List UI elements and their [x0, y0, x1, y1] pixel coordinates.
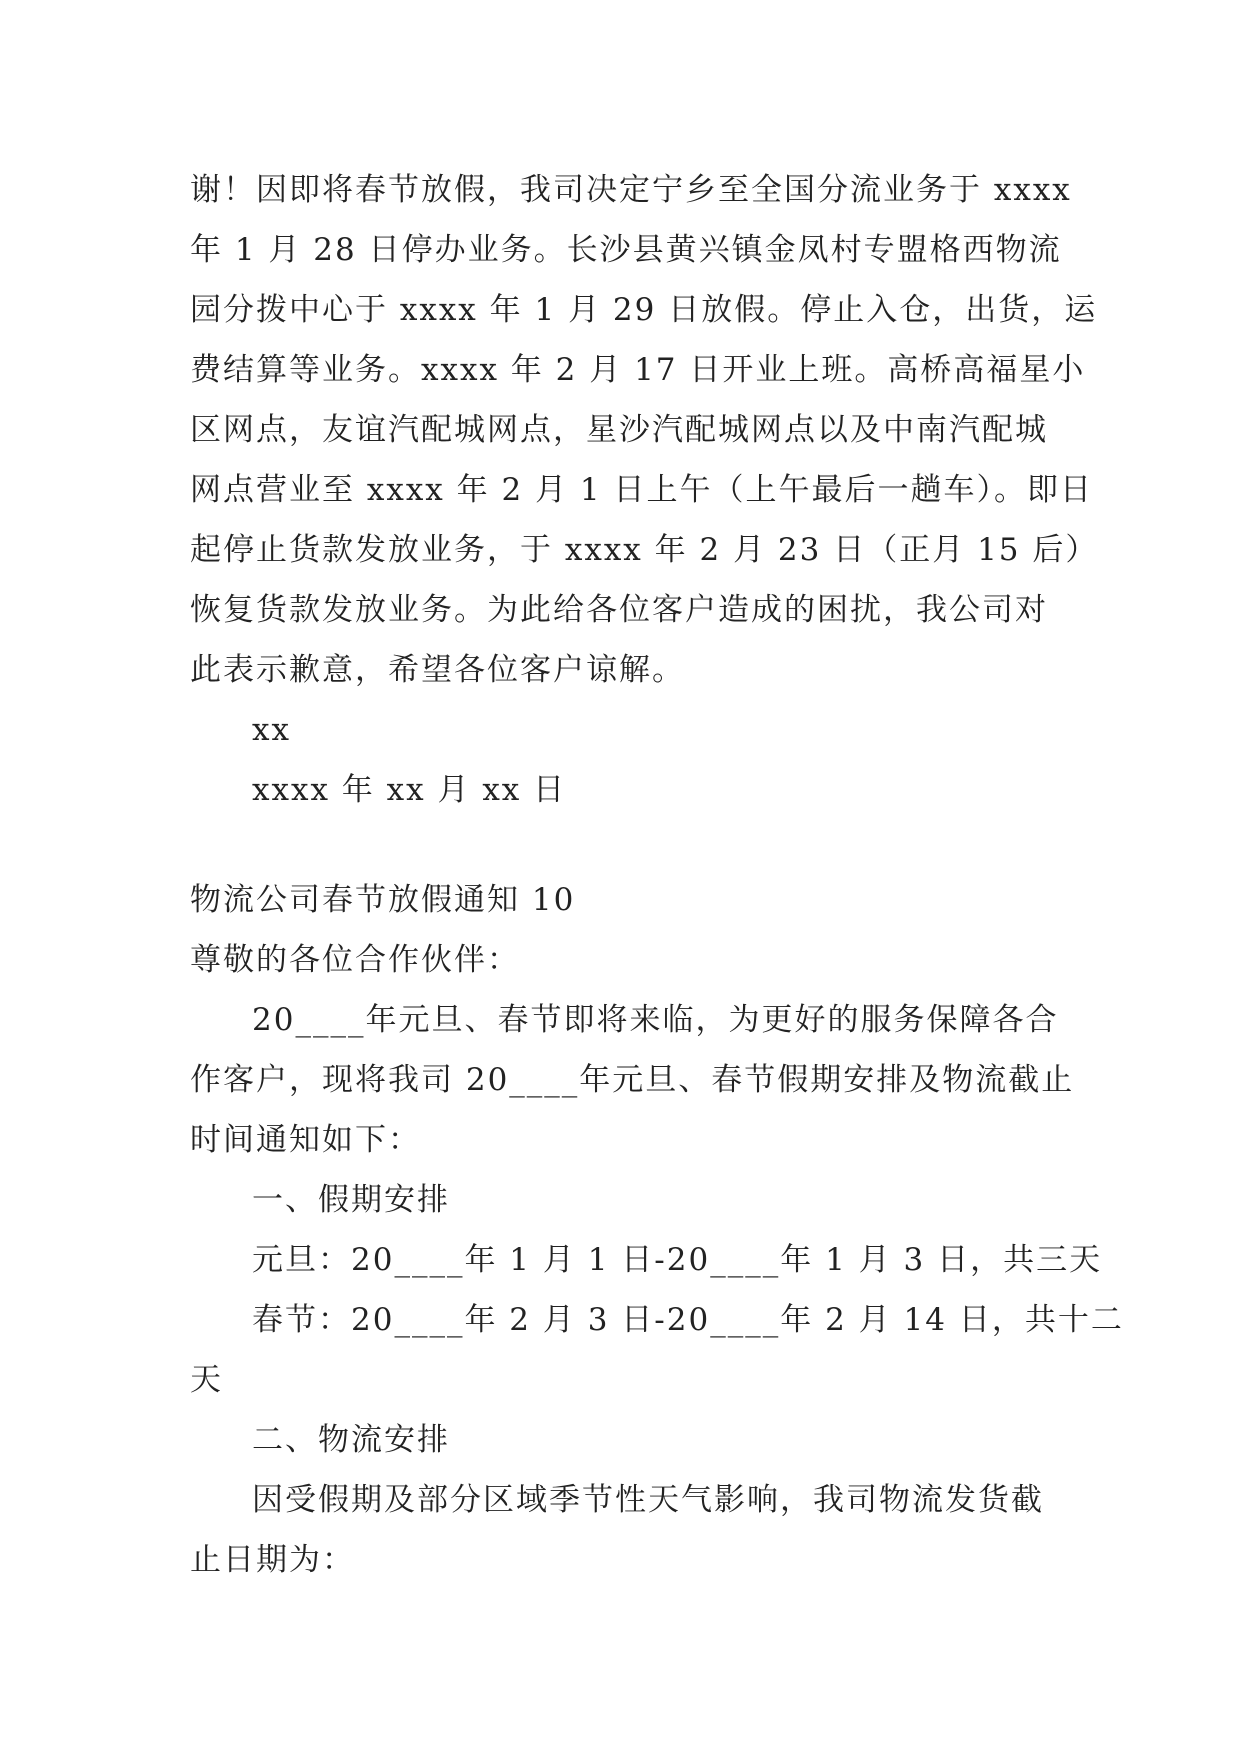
- paragraph-line: 起停止货款发放业务，于 xxxx 年 2 月 23 日（正月 15 后）: [190, 532, 1099, 568]
- logistics-line: 因受假期及部分区域季节性天气影响，我司物流发货截: [252, 1482, 1044, 1518]
- paragraph-line: 谢！因即将春节放假，我司决定宁乡至全国分流业务于 xxxx: [190, 172, 1072, 208]
- paragraph-line: 网点营业至 xxxx 年 2 月 1 日上午（上午最后一趟车）。即日: [190, 472, 1093, 508]
- paragraph-line: 园分拨中心于 xxxx 年 1 月 29 日放假。停止入仓，出货，运: [190, 292, 1098, 328]
- paragraph-line: 年 1 月 28 日停办业务。长沙县黄兴镇金凤村专盟格西物流: [190, 232, 1062, 268]
- newyear-line: 元旦：20____年 1 月 1 日-20____年 1 月 3 日，共三天: [252, 1242, 1103, 1278]
- heading-logistics: 二、物流安排: [252, 1422, 450, 1458]
- spring-line: 春节：20____年 2 月 3 日-20____年 2 月 14 日，共十二: [252, 1302, 1124, 1338]
- heading-holiday: 一、假期安排: [252, 1182, 450, 1218]
- intro-line: 时间通知如下：: [190, 1122, 421, 1158]
- intro-line: 作客户，现将我司 20____年元旦、春节假期安排及物流截止: [190, 1062, 1075, 1098]
- logistics-line: 止日期为：: [190, 1542, 355, 1578]
- paragraph-line: 费结算等业务。xxxx 年 2 月 17 日开业上班。高桥高福星小: [190, 352, 1086, 388]
- section-title: 物流公司春节放假通知 10: [190, 882, 576, 918]
- paragraph-line: 区网点，友谊汽配城网点，星沙汽配城网点以及中南汽配城: [190, 412, 1048, 448]
- paragraph-line: 此表示歉意，希望各位客户谅解。: [190, 652, 685, 688]
- intro-line: 20____年元旦、春节即将来临，为更好的服务保障各合: [252, 1002, 1059, 1038]
- signature: xx: [252, 712, 291, 748]
- spring-line: 天: [190, 1362, 223, 1398]
- paragraph-line: 恢复货款发放业务。为此给各位客户造成的困扰，我公司对: [190, 592, 1048, 628]
- salutation: 尊敬的各位合作伙伴：: [190, 942, 520, 978]
- signature-date: xxxx 年 xx 月 xx 日: [252, 772, 567, 808]
